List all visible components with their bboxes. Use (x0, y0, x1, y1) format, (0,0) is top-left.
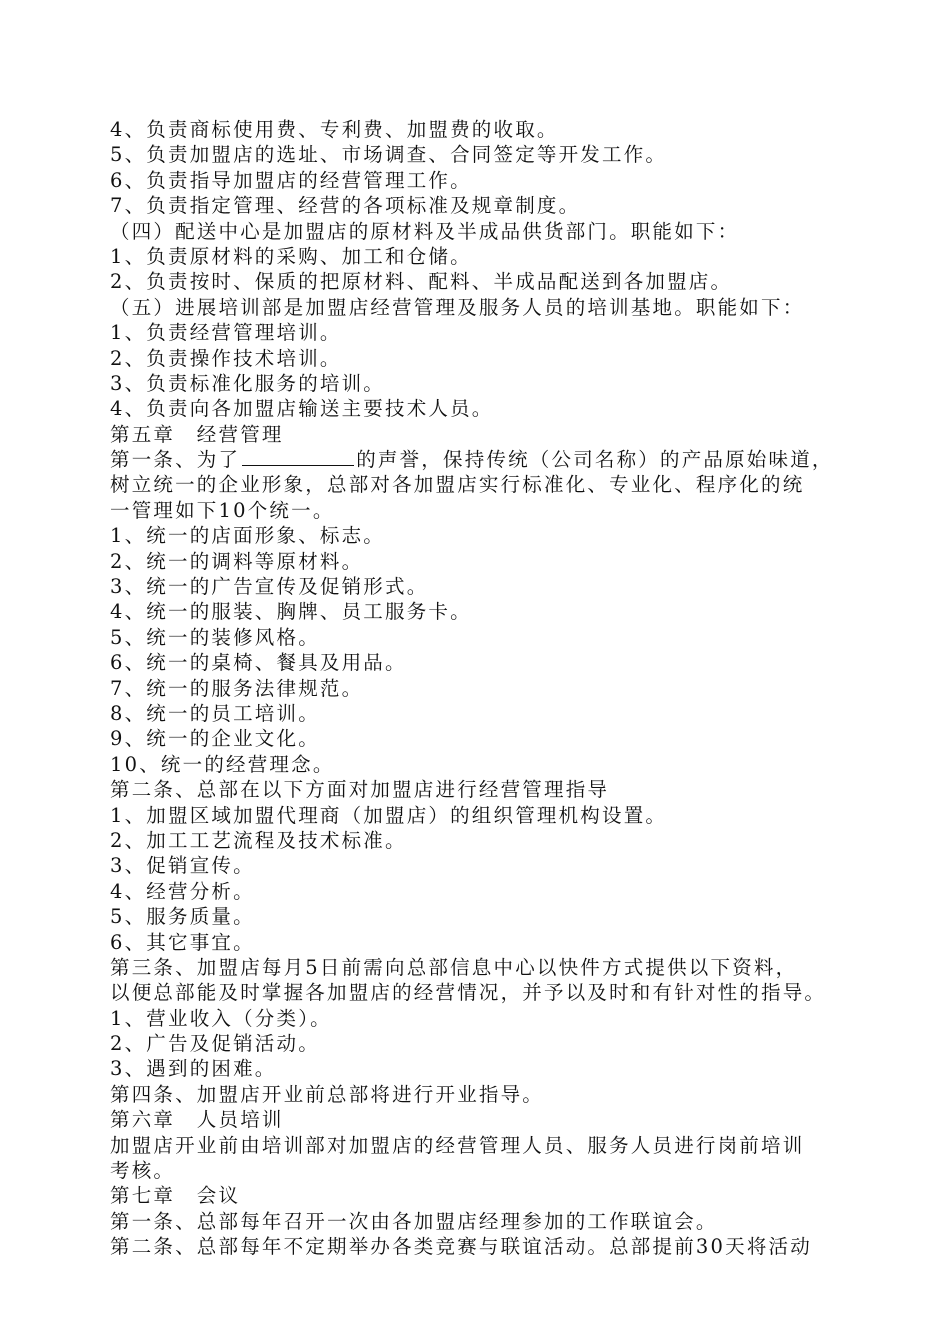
text-line: 2、统一的调料等原材料。 (110, 549, 364, 573)
section-heading: （五）进展培训部是加盟店经营管理及服务人员的培训基地。职能如下： (110, 295, 805, 319)
text-line: 以便总部能及时掌握各加盟店的经营情况，并予以及时和有针对性的指导。 (110, 981, 827, 1005)
text-line: 考核。 (110, 1159, 176, 1183)
text-line: 2、负责按时、保质的把原材料、配料、半成品配送到各加盟店。 (110, 270, 733, 294)
article-heading: 第四条、加盟店开业前总部将进行开业指导。 (110, 1082, 545, 1106)
text-line: 10、统一的经营理念。 (110, 752, 335, 776)
text-line: 1、负责经营管理培训。 (110, 321, 342, 345)
text-line: 3、促销宣传。 (110, 854, 255, 878)
fill-in-blank (242, 447, 354, 466)
text-line: 1、加盟区域加盟代理商（加盟店）的组织管理机构设置。 (110, 803, 668, 827)
text-line: 3、负责标准化服务的培训。 (110, 371, 386, 395)
text-line: 7、负责指定管理、经营的各项标准及规章制度。 (110, 194, 581, 218)
text-line: 4、负责商标使用费、专利费、加盟费的收取。 (110, 118, 559, 141)
text-line: 3、统一的广告宣传及促销形式。 (110, 575, 429, 599)
text-line: 1、营业收入（分类）。 (110, 1006, 332, 1030)
text-line: 4、统一的服装、胸牌、员工服务卡。 (110, 600, 472, 624)
text-line: 8、统一的员工培训。 (110, 701, 320, 725)
chapter-heading: 第六章 人员培训 (110, 1108, 284, 1132)
text-line: 3、遇到的困难。 (110, 1057, 277, 1081)
text-line: 5、负责加盟店的选址、市场调查、合同签定等开发工作。 (110, 143, 668, 167)
chapter-heading: 第五章 经营管理 (110, 422, 284, 446)
document-body (110, 117, 850, 1260)
text-line: 1、统一的店面形象、标志。 (110, 524, 386, 548)
text-line: 4、经营分析。 (110, 879, 255, 903)
text-line: 2、加工工艺流程及技术标准。 (110, 828, 407, 852)
text-line: 4、负责向各加盟店输送主要技术人员。 (110, 397, 494, 421)
text-line: 1、负责原材料的采购、加工和仓储。 (110, 244, 472, 268)
article-heading: 第三条、加盟店每月5日前需向总部信息中心以快件方式提供以下资料， (110, 955, 798, 979)
article-line-with-blank (110, 447, 850, 472)
text-line: 5、服务质量。 (110, 905, 255, 929)
article-heading: 第二条、总部在以下方面对加盟店进行经营管理指导 (110, 778, 610, 802)
text-line: 2、广告及促销活动。 (110, 1032, 320, 1056)
text-line: 6、统一的桌椅、餐具及用品。 (110, 651, 407, 675)
article-heading: 第二条、总部每年不定期举办各类竞赛与联谊活动。总部提前30天将活动 (110, 1235, 812, 1259)
text-line: 9、统一的企业文化。 (110, 727, 320, 751)
text-line: 一管理如下10个统一。 (110, 498, 335, 522)
chapter-heading: 第七章 会议 (110, 1184, 241, 1208)
text-line: 树立统一的企业形象，总部对各加盟店实行标准化、专业化、程序化的统 (110, 473, 805, 497)
text-line: 2、负责操作技术培训。 (110, 346, 342, 370)
text-line: 5、统一的装修风格。 (110, 625, 320, 649)
text-line: 6、其它事宜。 (110, 930, 255, 954)
text-line: 7、统一的服务法律规范。 (110, 676, 364, 700)
section-heading: （四）配送中心是加盟店的原材料及半成品供货部门。职能如下： (110, 219, 740, 243)
text-line: 6、负责指导加盟店的经营管理工作。 (110, 168, 472, 192)
article-heading: 第一条、总部每年召开一次由各加盟店经理参加的工作联谊会。 (110, 1209, 718, 1233)
article-prefix: 第一条、为了 (110, 448, 241, 472)
article-suffix: 的声誉，保持传统（公司名称）的产品原始味道， (356, 448, 834, 472)
text-line: 加盟店开业前由培训部对加盟店的经营管理人员、服务人员进行岗前培训 (110, 1133, 805, 1157)
